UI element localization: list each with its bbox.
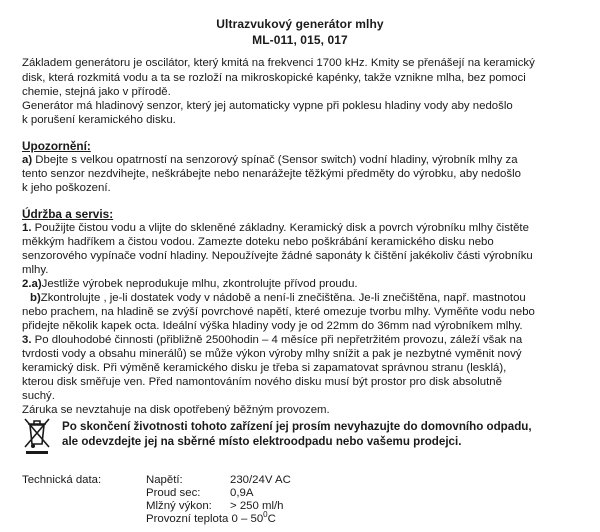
maintenance-line-text: Po dlouhodobé činnosti (přibližně 2500hodin – 4 měsíce při nepřetržitém provozu, záleží však na [31, 334, 523, 346]
intro-line: Generátor má hladinový senzor, který jej automaticky vypne při poklesu hladiny vody aby nedošlo [22, 100, 513, 112]
warning-line [22, 154, 518, 167]
maintenance-item-label: 3. [22, 334, 32, 346]
disposal-notice-line: Po skončení životnosti tohoto zařízení jej prosím nevyhazujte do domovního odpadu, [62, 420, 532, 433]
maintenance-item-label: 2.a) [22, 278, 42, 290]
warning-line-text: Dbejte s velkou opatrností na senzorový spínač (Sensor switch) vodní hladiny, výrobník mlhy za [32, 154, 518, 166]
spec-value: 0,9A [230, 487, 254, 499]
operating-temperature [146, 510, 276, 526]
maintenance-line: měkkým hadříkem a čistou vodou. Zamezte doteku nebo poškrábání keramického disku nebo [22, 236, 494, 248]
maintenance-item-label: 1. [22, 222, 32, 234]
temperature-unit: C [267, 513, 276, 525]
spec-value: > 250 ml/h [230, 500, 284, 512]
technical-data-label: Technická data: [22, 474, 102, 486]
warning-line: tento senzor nezdvihejte, neškrábejte nebo nenarážejte těžkými předměty do výrobku, aby nedošlo [22, 168, 521, 180]
intro-line: chemie, stejná jako v přírodě. [22, 86, 171, 98]
warning-line: k jeho poškození. [22, 182, 111, 194]
maintenance-line: přidejte několik kapek octa. Ideální výška hladiny vody je od 22mm do 36mm nad výrobníkem mlhy. [22, 320, 523, 332]
maintenance-line [22, 334, 522, 347]
degree-mark: 0 [263, 510, 268, 520]
guarantee-note: Záruka se nevztahuje na disk opotřebený běžným provozem. [22, 404, 330, 416]
maintenance-line: senzorového vypínače vodní hladiny. Nepoužívejte žádné saponáty k čištění jakékoliv části výrobníku [22, 250, 533, 262]
maintenance-line [22, 292, 526, 305]
document-title: Ultrazvukový generátor mlhy [216, 17, 384, 31]
intro-line: disk, která rozkmitá vodu a ta se rozloží na mikroskopické kapénky, takže vznikne mlha, bez pomoci [22, 72, 526, 84]
maintenance-line-text: Jestliže výrobek neprodukuje mlhu, zkontrolujte přívod proudu. [41, 278, 358, 290]
maintenance-line-text: Použijte čistou vodu a vlijte do skleněné základny. Keramický disk a povrch výrobníku mlhy čistěte [31, 222, 529, 234]
maintenance-line: nebo prachem, na hladině se zvýší povrchové napětí, které omezuje tvorbu mlhy. Vyměňte vodu nebo [22, 306, 535, 318]
spec-value: 230/24V AC [230, 474, 291, 486]
maintenance-line: tvrdosti vody a obsahu minerálů) se může výkon výroby mlhy snížit a pak je nezbytné vyměnit nový [22, 348, 522, 360]
operating-temperature-text: Provozní teplota 0 – 50 [146, 513, 264, 525]
warning-item-label: a) [22, 154, 33, 166]
spec-key: Napětí: [146, 474, 183, 486]
maintenance-line: keramický disk. Při výměně keramického disku je třeba si zapamatovat správnou stranu (lesklá), [22, 362, 507, 374]
maintenance-line [22, 222, 529, 235]
maintenance-line [22, 278, 358, 291]
warning-heading: Upozornění: [22, 139, 91, 153]
maintenance-line: suchý. [22, 390, 55, 402]
maintenance-line: mlhy. [22, 264, 49, 276]
maintenance-line-text: Zkontrolujte , je-li dostatek vody v nádobě a není-li znečištěna. Je-li znečištěna, např. mastnotou [40, 292, 526, 304]
maintenance-line: kterou disk směřuje ven. Před namontováním nového disku musí být prostor pro disk absolutně [22, 376, 502, 388]
intro-line: k porušení keramického disku. [22, 114, 176, 126]
weee-crossed-bin-icon [22, 416, 52, 456]
model-numbers: ML-011, 015, 017 [252, 33, 348, 47]
intro-line: Základem generátoru je oscilátor, který kmitá na frekvenci 1700 kHz. Kmity se přenášejí na keramický [22, 57, 535, 69]
maintenance-item-label: b) [30, 292, 41, 304]
spec-key: Proud sec: [146, 487, 201, 499]
spec-key: Mlžný výkon: [146, 500, 212, 512]
disposal-notice-line: ale odevzdejte jej na sběrné místo elektroodpadu nebo vašemu prodejci. [62, 435, 462, 448]
maintenance-heading: Údržba a servis: [22, 207, 114, 221]
